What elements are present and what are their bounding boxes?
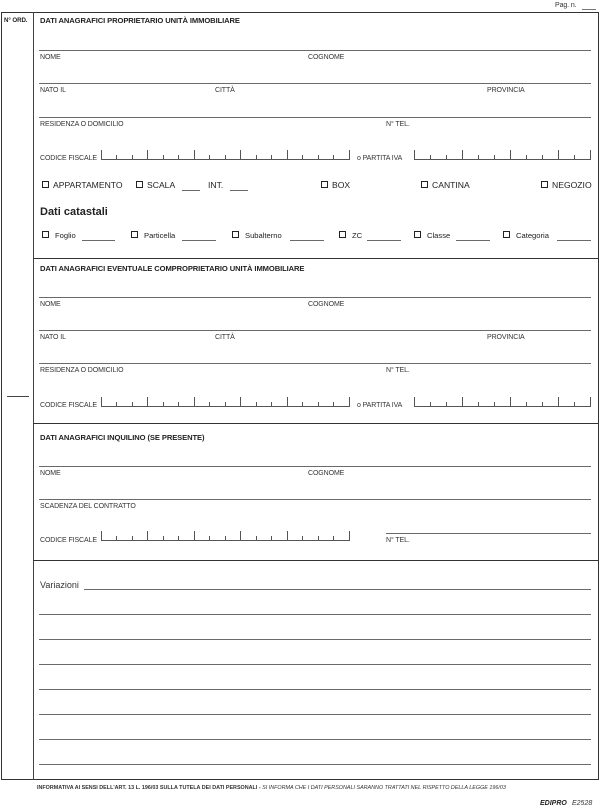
scadenza-line[interactable]	[39, 499, 591, 500]
co-nato-il-label: NATO IL	[40, 334, 66, 341]
co-provincia-label: PROVINCIA	[487, 334, 525, 341]
variazioni-line[interactable]	[39, 714, 591, 715]
cognome-label: COGNOME	[308, 54, 345, 61]
nascita-line[interactable]	[39, 83, 591, 84]
privacy-notice-italic: SI INFORMA CHE I DATI PERSONALI SARANNO TRATTATI NEL RISPETTO DELLA LEGGE 196/03	[262, 785, 506, 791]
zc-label: ZC	[352, 231, 363, 240]
classe-checkbox[interactable]	[414, 231, 421, 238]
dati-catastali-title: Dati catastali	[40, 206, 108, 218]
variazioni-line[interactable]	[39, 689, 591, 690]
co-owner-section-title: DATI ANAGRAFICI EVENTUALE COMPROPRIETARIO UNITÀ IMMOBILIARE	[40, 264, 305, 273]
classe-label: Classe	[427, 231, 451, 240]
tenant-nome-cognome-line[interactable]	[39, 466, 591, 467]
co-codice-fiscale-field[interactable]	[101, 398, 350, 407]
negozio-label: NEGOZIO	[552, 180, 592, 190]
zc-checkbox[interactable]	[339, 231, 346, 238]
co-citta-label: CITTÀ	[215, 334, 235, 341]
co-nome-label: NOME	[40, 301, 61, 308]
nome-cognome-line[interactable]	[39, 50, 591, 51]
privacy-notice-bold: INFORMATIVA AI SENSI DELL'ART. 13 L. 196/03 SULLA TUTELA DEI DATI PERSONALI -	[37, 785, 261, 791]
tenant-section-title: DATI ANAGRAFICI INQUILINO (SE PRESENTE)	[40, 433, 205, 442]
foglio-field[interactable]	[82, 240, 115, 241]
section-divider	[33, 258, 599, 259]
co-partita-iva-label: o PARTITA IVA	[357, 402, 403, 409]
cantina-label: CANTINA	[432, 180, 470, 190]
provincia-label: PROVINCIA	[487, 87, 525, 94]
subalterno-field[interactable]	[290, 240, 324, 241]
cantina-checkbox[interactable]	[421, 181, 428, 188]
co-codice-fiscale-label: CODICE FISCALE	[40, 402, 97, 409]
citta-label: CITTÀ	[215, 87, 235, 94]
particella-label: Particella	[144, 231, 176, 240]
ord-separator	[7, 396, 29, 397]
section-divider	[33, 423, 599, 424]
scala-field[interactable]	[182, 190, 200, 191]
int-field[interactable]	[230, 190, 248, 191]
co-partita-iva-field[interactable]	[414, 398, 591, 407]
negozio-checkbox[interactable]	[541, 181, 548, 188]
tenant-nome-label: NOME	[40, 470, 61, 477]
tenant-codice-fiscale-label: CODICE FISCALE	[40, 537, 97, 544]
int-label: INT.	[208, 180, 224, 190]
appartamento-label: APPARTAMENTO	[53, 180, 123, 190]
foglio-checkbox[interactable]	[42, 231, 49, 238]
tenant-cognome-label: COGNOME	[308, 470, 345, 477]
page-number-field[interactable]	[582, 9, 596, 10]
co-residenza-label: RESIDENZA O DOMICILIO	[40, 367, 124, 374]
variazioni-line[interactable]	[39, 614, 591, 615]
particella-field[interactable]	[182, 240, 216, 241]
nato-il-label: NATO IL	[40, 87, 66, 94]
variazioni-line[interactable]	[39, 764, 591, 765]
co-cognome-label: COGNOME	[308, 301, 345, 308]
privacy-notice	[37, 786, 506, 791]
box-label: BOX	[332, 180, 351, 190]
codice-fiscale-label: CODICE FISCALE	[40, 155, 97, 162]
categoria-checkbox[interactable]	[503, 231, 510, 238]
page-number-label: Pag. n.	[555, 2, 577, 9]
ord-column-divider	[33, 12, 34, 780]
product-code: E2528	[572, 800, 593, 807]
owner-section-title: DATI ANAGRAFICI PROPRIETARIO UNITÀ IMMOBILIARE	[40, 16, 240, 25]
scadenza-label: SCADENZA DEL CONTRATTO	[40, 503, 136, 510]
zc-field[interactable]	[367, 240, 401, 241]
tel-label: N° TEL.	[386, 121, 410, 128]
nome-label: NOME	[40, 54, 61, 61]
co-nome-cognome-line[interactable]	[39, 297, 591, 298]
variazioni-line[interactable]	[84, 589, 591, 590]
section-divider	[33, 560, 599, 561]
co-tel-label: N° TEL.	[386, 367, 410, 374]
variazioni-line[interactable]	[39, 664, 591, 665]
tenant-tel-line[interactable]	[386, 533, 591, 534]
categoria-field[interactable]	[557, 240, 591, 241]
variazioni-label: Variazioni	[40, 580, 79, 590]
ord-label: N° ORD.	[4, 17, 28, 24]
residenza-label: RESIDENZA O DOMICILIO	[40, 121, 124, 128]
box-checkbox[interactable]	[321, 181, 328, 188]
tenant-codice-fiscale-field[interactable]	[101, 532, 350, 541]
appartamento-checkbox[interactable]	[42, 181, 49, 188]
subalterno-checkbox[interactable]	[232, 231, 239, 238]
brand-logo: EDIPRO	[540, 800, 567, 807]
co-nascita-line[interactable]	[39, 330, 591, 331]
variazioni-line[interactable]	[39, 739, 591, 740]
classe-field[interactable]	[456, 240, 490, 241]
tenant-tel-label: N° TEL.	[386, 537, 410, 544]
variazioni-line[interactable]	[39, 639, 591, 640]
subalterno-label: Subalterno	[245, 231, 282, 240]
partita-iva-field[interactable]	[414, 151, 591, 160]
residenza-line[interactable]	[39, 117, 591, 118]
scala-label: SCALA	[147, 180, 176, 190]
particella-checkbox[interactable]	[131, 231, 138, 238]
categoria-label: Categoria	[516, 231, 549, 240]
co-residenza-line[interactable]	[39, 363, 591, 364]
scala-checkbox[interactable]	[136, 181, 143, 188]
codice-fiscale-field[interactable]	[101, 151, 350, 160]
partita-iva-label: o PARTITA IVA	[357, 155, 403, 162]
foglio-label: Foglio	[55, 231, 76, 240]
